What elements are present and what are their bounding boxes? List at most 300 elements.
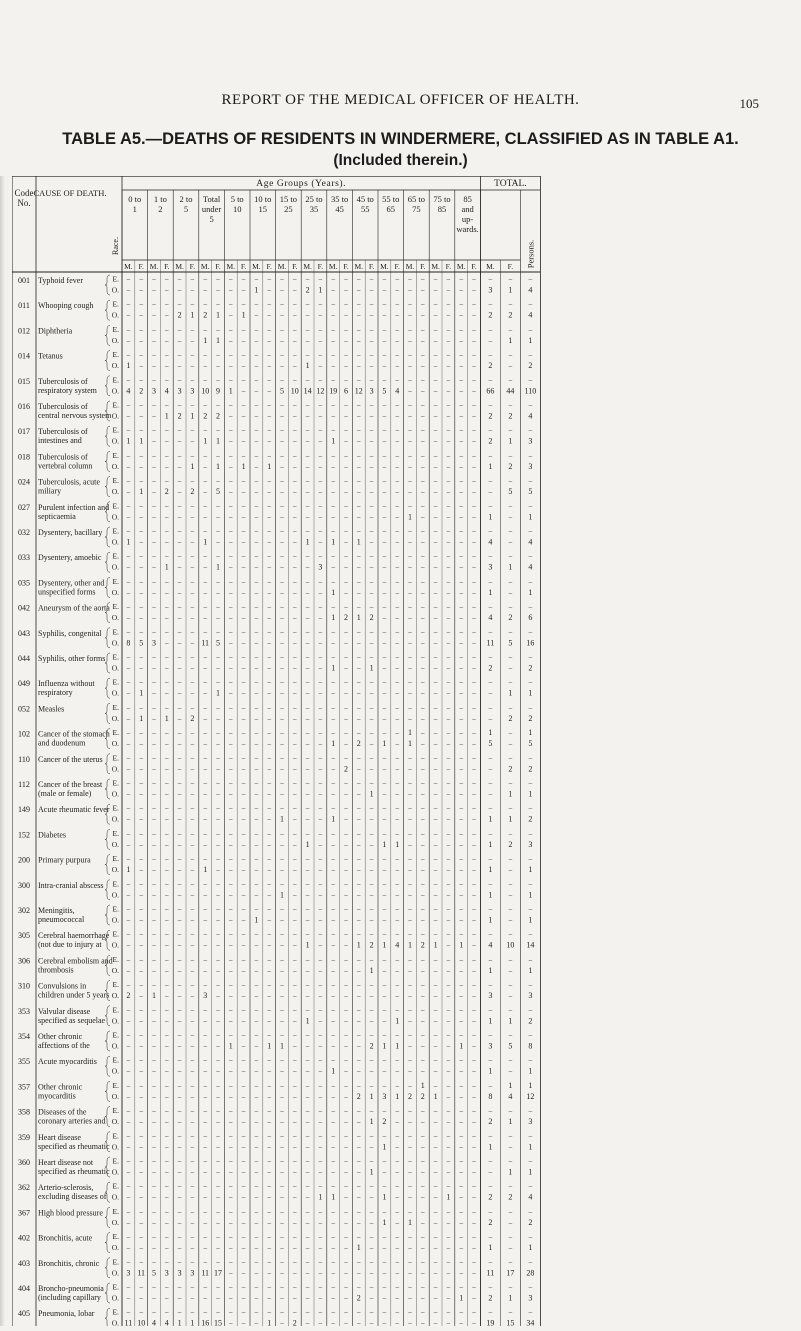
empty-cell: – xyxy=(433,1107,438,1116)
empty-cell: – xyxy=(241,689,246,698)
cell-value: 1 xyxy=(369,1167,374,1177)
empty-cell: – xyxy=(241,1107,246,1116)
empty-cell: – xyxy=(254,941,259,950)
cause-of-death: Typhoid fever xyxy=(38,276,83,285)
empty-cell: – xyxy=(357,437,361,446)
empty-cell: – xyxy=(318,1017,323,1026)
empty-cell: – xyxy=(305,614,310,623)
empty-cell: – xyxy=(382,477,387,486)
empty-cell: – xyxy=(472,703,476,712)
empty-cell: – xyxy=(216,840,220,849)
empty-cell: – xyxy=(446,866,451,875)
empty-cell: – xyxy=(369,1207,374,1216)
empty-cell: – xyxy=(177,880,182,889)
empty-cell: – xyxy=(446,311,451,320)
empty-cell: – xyxy=(267,603,271,612)
empty-cell: – xyxy=(369,300,374,309)
empty-cell: – xyxy=(318,653,323,662)
empty-cell: – xyxy=(433,513,438,522)
total-persons: – xyxy=(528,401,533,410)
empty-cell: – xyxy=(433,855,438,864)
cell-value: 1 xyxy=(331,436,336,446)
cell-value: 11 xyxy=(137,1268,146,1278)
empty-cell: – xyxy=(139,891,143,900)
total-persons: – xyxy=(528,1207,533,1216)
cause-of-death: Dysentery, amoebic xyxy=(38,553,102,563)
empty-cell: – xyxy=(280,275,284,284)
empty-cell: – xyxy=(382,930,387,939)
empty-cell: – xyxy=(472,1042,476,1051)
empty-cell: – xyxy=(421,880,425,889)
empty-cell: – xyxy=(318,1308,323,1317)
total-m: 2 xyxy=(488,411,493,421)
empty-cell: – xyxy=(254,905,259,914)
empty-cell: – xyxy=(203,1294,207,1303)
empty-cell: – xyxy=(177,376,182,385)
empty-cell: – xyxy=(254,1319,259,1326)
empty-cell: – xyxy=(254,1233,259,1242)
empty-cell: – xyxy=(126,325,131,334)
empty-cell: – xyxy=(305,336,310,345)
empty-cell: – xyxy=(369,804,374,813)
empty-cell: – xyxy=(305,437,310,446)
empty-cell: – xyxy=(293,653,297,662)
empty-cell: – xyxy=(472,992,476,1001)
empty-cell: – xyxy=(280,678,284,687)
empty-cell: – xyxy=(369,880,374,889)
cause-of-death: septicaemia xyxy=(38,511,76,521)
empty-cell: – xyxy=(190,829,195,838)
cell-value: 1 xyxy=(382,1142,387,1152)
empty-cell: – xyxy=(126,1031,131,1040)
empty-cell: – xyxy=(344,790,348,799)
total-f: – xyxy=(508,955,513,964)
cell-value: 4 xyxy=(164,1318,169,1326)
empty-cell: – xyxy=(421,401,425,410)
total-f: 44 xyxy=(506,386,515,396)
race-o: O. xyxy=(111,688,119,698)
empty-cell: – xyxy=(126,754,131,763)
empty-cell: – xyxy=(369,729,374,738)
total-persons: 1 xyxy=(528,789,533,799)
empty-cell: – xyxy=(190,502,195,511)
empty-cell: – xyxy=(446,628,451,637)
total-f: – xyxy=(508,740,513,749)
deaths-table-grid xyxy=(12,176,792,1326)
empty-cell: – xyxy=(152,426,156,435)
empty-cell: – xyxy=(459,275,463,284)
empty-cell: – xyxy=(382,538,387,547)
empty-cell: – xyxy=(395,1294,399,1303)
empty-cell: – xyxy=(203,362,207,371)
empty-cell: – xyxy=(190,905,195,914)
cause-of-death: Cerebral embolism and xyxy=(38,956,113,966)
empty-cell: – xyxy=(369,426,374,435)
empty-cell: – xyxy=(382,678,387,687)
empty-cell: – xyxy=(229,477,233,486)
empty-cell: – xyxy=(267,311,271,320)
empty-cell: – xyxy=(241,1294,246,1303)
empty-cell: – xyxy=(331,451,335,460)
empty-cell: – xyxy=(459,779,463,788)
empty-cell: – xyxy=(203,1031,207,1040)
race-e: E. xyxy=(112,1106,119,1116)
empty-cell: – xyxy=(216,1193,220,1202)
age-group-label-5: 15 xyxy=(258,204,268,214)
empty-cell: – xyxy=(459,412,463,421)
empty-cell: – xyxy=(344,437,348,446)
empty-cell: – xyxy=(152,804,156,813)
empty-cell: – xyxy=(318,577,323,586)
empty-cell: – xyxy=(254,829,259,838)
empty-cell: – xyxy=(177,664,182,673)
empty-cell: – xyxy=(344,1157,348,1166)
empty-cell: – xyxy=(280,477,284,486)
empty-cell: – xyxy=(344,689,348,698)
empty-cell: – xyxy=(203,451,207,460)
empty-cell: – xyxy=(241,955,246,964)
empty-cell: – xyxy=(331,779,335,788)
empty-cell: – xyxy=(395,966,399,975)
empty-cell: – xyxy=(165,628,169,637)
cell-value: 1 xyxy=(177,1318,182,1326)
empty-cell: – xyxy=(395,1056,399,1065)
empty-cell: – xyxy=(267,1092,271,1101)
empty-cell: – xyxy=(408,426,412,435)
race-e: E. xyxy=(112,576,119,586)
race-o: O. xyxy=(111,1016,119,1026)
race-brace xyxy=(105,1006,110,1026)
empty-cell: – xyxy=(331,1244,335,1253)
cause-of-death: Aneurysm of the aorta xyxy=(38,603,110,613)
total-m: 1 xyxy=(488,461,493,471)
empty-cell: – xyxy=(305,779,310,788)
empty-cell: – xyxy=(446,1207,451,1216)
empty-cell: – xyxy=(190,930,195,939)
empty-cell: – xyxy=(421,412,425,421)
race-brace xyxy=(105,1081,110,1101)
empty-cell: – xyxy=(152,1308,156,1317)
code-number: 035 xyxy=(18,578,30,588)
cause-of-death: Dysentery, other and xyxy=(38,578,105,588)
empty-cell: – xyxy=(369,311,374,320)
empty-cell: – xyxy=(395,1168,399,1177)
empty-cell: – xyxy=(357,966,361,975)
race-e: E. xyxy=(112,476,119,486)
race-brace xyxy=(105,1056,110,1076)
empty-cell: – xyxy=(152,1233,156,1242)
empty-cell: – xyxy=(305,1132,310,1141)
cell-value: 3 xyxy=(164,1268,169,1278)
empty-cell: – xyxy=(472,1168,476,1177)
empty-cell: – xyxy=(331,513,335,522)
code-number: 052 xyxy=(18,704,30,714)
empty-cell: – xyxy=(369,930,374,939)
cell-value: 1 xyxy=(446,1192,451,1202)
total-m: 11 xyxy=(486,1268,495,1278)
empty-cell: – xyxy=(280,325,284,334)
empty-cell: – xyxy=(446,941,451,950)
empty-cell: – xyxy=(331,966,335,975)
empty-cell: – xyxy=(357,1182,361,1191)
cause-header: CAUSE OF DEATH. xyxy=(33,188,107,198)
empty-cell: – xyxy=(331,628,335,637)
empty-cell: – xyxy=(254,1182,259,1191)
empty-cell: – xyxy=(139,300,143,309)
total-m: 1 xyxy=(488,1016,493,1026)
empty-cell: – xyxy=(433,1269,438,1278)
empty-cell: – xyxy=(305,1233,310,1242)
empty-cell: – xyxy=(382,614,387,623)
empty-cell: – xyxy=(139,930,143,939)
empty-cell: – xyxy=(203,840,207,849)
race-brace xyxy=(105,1207,110,1227)
empty-cell: – xyxy=(382,1182,387,1191)
empty-cell: – xyxy=(421,703,425,712)
empty-cell: – xyxy=(203,930,207,939)
empty-cell: – xyxy=(126,513,131,522)
empty-cell: – xyxy=(408,804,412,813)
sex-label-f: F. xyxy=(394,262,400,271)
empty-cell: – xyxy=(305,477,310,486)
empty-cell: – xyxy=(139,527,143,536)
empty-cell: – xyxy=(241,387,246,396)
code-number: 310 xyxy=(18,981,30,991)
empty-cell: – xyxy=(369,1017,374,1026)
empty-cell: – xyxy=(472,653,476,662)
cell-value: 9 xyxy=(216,386,220,396)
cause-of-death: (including capillary xyxy=(38,1293,101,1302)
empty-cell: – xyxy=(152,1067,156,1076)
empty-cell: – xyxy=(433,577,438,586)
empty-cell: – xyxy=(152,577,156,586)
empty-cell: – xyxy=(344,714,348,723)
empty-cell: – xyxy=(293,1081,297,1090)
empty-cell: – xyxy=(305,628,310,637)
total-persons: 3 xyxy=(528,436,533,446)
empty-cell: – xyxy=(344,462,348,471)
empty-cell: – xyxy=(357,729,361,738)
empty-cell: – xyxy=(344,941,348,950)
race-o: O. xyxy=(111,386,119,396)
empty-cell: – xyxy=(459,1233,463,1242)
empty-cell: – xyxy=(357,351,361,360)
empty-cell: – xyxy=(203,891,207,900)
empty-cell: – xyxy=(395,955,399,964)
empty-cell: – xyxy=(344,754,348,763)
code-number: 357 xyxy=(18,1082,30,1092)
empty-cell: – xyxy=(344,311,348,320)
total-m: – xyxy=(488,300,493,309)
empty-cell: – xyxy=(357,678,361,687)
empty-cell: – xyxy=(254,362,259,371)
empty-cell: – xyxy=(139,1092,143,1101)
empty-cell: – xyxy=(190,1168,195,1177)
empty-cell: – xyxy=(369,653,374,662)
empty-cell: – xyxy=(369,639,374,648)
empty-cell: – xyxy=(344,1081,348,1090)
empty-cell: – xyxy=(433,300,438,309)
empty-cell: – xyxy=(408,538,412,547)
empty-cell: – xyxy=(357,412,361,421)
empty-cell: – xyxy=(229,563,233,572)
empty-cell: – xyxy=(408,1207,412,1216)
empty-cell: – xyxy=(216,1107,220,1116)
empty-cell: – xyxy=(344,992,348,1001)
empty-cell: – xyxy=(395,588,399,597)
empty-cell: – xyxy=(216,1092,220,1101)
empty-cell: – xyxy=(408,577,412,586)
empty-cell: – xyxy=(331,729,335,738)
empty-cell: – xyxy=(357,905,361,914)
empty-cell: – xyxy=(395,981,399,990)
empty-cell: – xyxy=(459,325,463,334)
empty-cell: – xyxy=(369,1233,374,1242)
empty-cell: – xyxy=(472,754,476,763)
total-f: – xyxy=(508,829,513,838)
empty-cell: – xyxy=(459,829,463,838)
empty-cell: – xyxy=(293,740,297,749)
total-persons: – xyxy=(528,527,533,536)
empty-cell: – xyxy=(369,992,374,1001)
empty-cell: – xyxy=(152,527,156,536)
empty-cell: – xyxy=(472,966,476,975)
empty-cell: – xyxy=(267,840,271,849)
empty-cell: – xyxy=(267,286,271,295)
empty-cell: – xyxy=(421,1182,425,1191)
cell-value: 1 xyxy=(216,688,220,698)
empty-cell: – xyxy=(216,1182,220,1191)
empty-cell: – xyxy=(395,992,399,1001)
empty-cell: – xyxy=(126,729,131,738)
empty-cell: – xyxy=(229,866,233,875)
empty-cell: – xyxy=(293,1294,297,1303)
empty-cell: – xyxy=(229,1081,233,1090)
empty-cell: – xyxy=(344,1017,348,1026)
cell-value: 2 xyxy=(126,991,131,1001)
empty-cell: – xyxy=(344,703,348,712)
empty-cell: – xyxy=(126,286,131,295)
empty-cell: – xyxy=(293,930,297,939)
empty-cell: – xyxy=(177,916,182,925)
total-m: – xyxy=(488,488,493,497)
race-brace xyxy=(105,426,110,446)
empty-cell: – xyxy=(280,362,284,371)
empty-cell: – xyxy=(293,412,297,421)
race-o: O. xyxy=(111,1268,119,1278)
empty-cell: – xyxy=(305,311,310,320)
empty-cell: – xyxy=(216,941,220,950)
race-o: O. xyxy=(111,890,119,900)
empty-cell: – xyxy=(280,1107,284,1116)
total-m: – xyxy=(488,754,493,763)
code-number: 017 xyxy=(18,427,30,437)
empty-cell: – xyxy=(459,1319,463,1326)
empty-cell: – xyxy=(408,1143,412,1152)
empty-cell: – xyxy=(280,1157,284,1166)
empty-cell: – xyxy=(126,930,131,939)
empty-cell: – xyxy=(280,336,284,345)
empty-cell: – xyxy=(203,1081,207,1090)
code-number: 110 xyxy=(18,754,30,764)
empty-cell: – xyxy=(216,300,220,309)
empty-cell: – xyxy=(331,855,335,864)
empty-cell: – xyxy=(408,678,412,687)
empty-cell: – xyxy=(190,740,195,749)
empty-cell: – xyxy=(293,992,297,1001)
empty-cell: – xyxy=(446,614,451,623)
empty-cell: – xyxy=(190,1157,195,1166)
empty-cell: – xyxy=(267,300,271,309)
empty-cell: – xyxy=(472,804,476,813)
empty-cell: – xyxy=(357,1233,361,1242)
total-m: – xyxy=(488,603,493,612)
sex-label-f: F. xyxy=(420,262,426,271)
empty-cell: – xyxy=(459,286,463,295)
empty-cell: – xyxy=(280,829,284,838)
empty-cell: – xyxy=(280,1017,284,1026)
empty-cell: – xyxy=(331,1081,335,1090)
empty-cell: – xyxy=(152,740,156,749)
empty-cell: – xyxy=(203,1006,207,1015)
empty-cell: – xyxy=(177,790,182,799)
total-persons: 5 xyxy=(528,739,533,749)
total-f: – xyxy=(508,1308,513,1317)
cell-value: 2 xyxy=(420,1091,425,1101)
race-e: E. xyxy=(112,879,119,889)
cause-of-death: central nervous system xyxy=(38,411,112,420)
empty-cell: – xyxy=(293,351,297,360)
empty-cell: – xyxy=(152,815,156,824)
total-persons: 1 xyxy=(528,587,533,597)
empty-cell: – xyxy=(357,1193,361,1202)
empty-cell: – xyxy=(395,664,399,673)
empty-cell: – xyxy=(293,1269,297,1278)
empty-cell: – xyxy=(433,703,438,712)
empty-cell: – xyxy=(190,1017,195,1026)
empty-cell: – xyxy=(408,855,412,864)
empty-cell: – xyxy=(267,1283,271,1292)
empty-cell: – xyxy=(152,653,156,662)
empty-cell: – xyxy=(433,1118,438,1127)
empty-cell: – xyxy=(177,325,182,334)
total-m: – xyxy=(488,790,493,799)
empty-cell: – xyxy=(408,790,412,799)
empty-cell: – xyxy=(267,880,271,889)
empty-cell: – xyxy=(293,916,297,925)
total-m: 11 xyxy=(486,638,495,648)
race-brace xyxy=(105,678,110,698)
empty-cell: – xyxy=(254,1308,259,1317)
empty-cell: – xyxy=(408,376,412,385)
total-f: – xyxy=(508,477,513,486)
empty-cell: – xyxy=(165,1132,169,1141)
empty-cell: – xyxy=(216,1157,220,1166)
empty-cell: – xyxy=(190,992,195,1001)
empty-cell: – xyxy=(267,477,271,486)
empty-cell: – xyxy=(344,376,348,385)
empty-cell: – xyxy=(395,1107,399,1116)
empty-cell: – xyxy=(305,880,310,889)
empty-cell: – xyxy=(446,1143,451,1152)
empty-cell: – xyxy=(472,1067,476,1076)
empty-cell: – xyxy=(382,729,387,738)
cell-value: 1 xyxy=(254,285,259,295)
cell-value: 2 xyxy=(369,1041,374,1051)
empty-cell: – xyxy=(126,451,131,460)
empty-cell: – xyxy=(152,1017,156,1026)
empty-cell: – xyxy=(395,577,399,586)
